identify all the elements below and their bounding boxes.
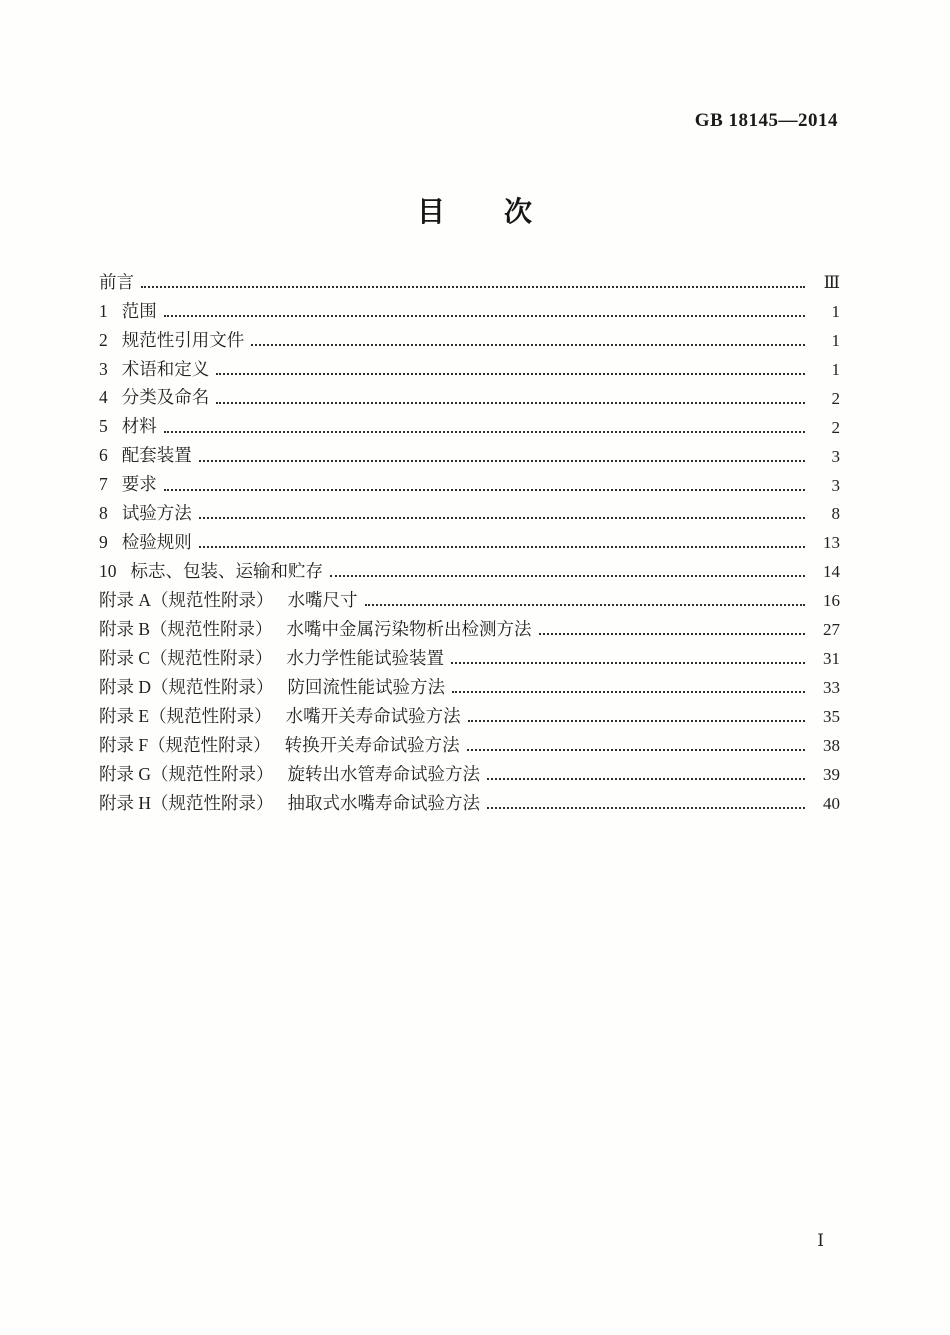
dot-leader <box>164 297 805 326</box>
dot-leader <box>468 702 805 731</box>
toc-entry-label: 旋转出水管寿命试验方法 <box>287 763 481 784</box>
toc-entry-number: 附录 B（规范性附录） <box>99 618 273 639</box>
toc-entry-label: 要求 <box>121 474 157 495</box>
toc-entry <box>99 384 840 413</box>
dot-leader <box>199 442 805 471</box>
toc-entry-label: 转换开关寿命试验方法 <box>284 734 460 755</box>
toc-entry-page: 3 <box>831 446 840 466</box>
toc-entry-number: 3 <box>99 358 108 379</box>
toc-entry <box>99 297 840 326</box>
toc-entry-number: 附录 C（规范性附录） <box>99 647 273 668</box>
toc-entry <box>99 731 840 760</box>
toc-entry-page: 8 <box>831 504 840 524</box>
toc-entry-page: 1 <box>831 330 840 350</box>
toc-entry <box>99 586 840 615</box>
dot-leader <box>451 644 805 673</box>
toc-entry-number: 附录 F（规范性附录） <box>99 734 271 755</box>
toc-entry-page: 14 <box>823 562 840 582</box>
toc-entry-page: 1 <box>831 301 840 321</box>
dot-leader <box>164 471 805 500</box>
toc-entry <box>99 702 840 731</box>
toc-entry-label: 水嘴中金属污染物析出检测方法 <box>286 618 532 639</box>
toc-entry-number: 附录 A（规范性附录） <box>99 590 274 611</box>
toc-entry-label: 防回流性能试验方法 <box>287 676 446 697</box>
toc-entry-number: 附录 E（规范性附录） <box>99 705 272 726</box>
dot-leader <box>199 528 805 557</box>
toc-entry <box>99 615 840 644</box>
toc-entry-label: 前言 <box>99 271 134 292</box>
toc-entry-label: 水嘴尺寸 <box>287 590 358 611</box>
toc-entry-label: 水力学性能试验装置 <box>286 647 445 668</box>
toc-entry-number: 附录 D（规范性附录） <box>99 676 274 697</box>
toc-entry-page: 40 <box>823 793 840 813</box>
toc-entry-page: 2 <box>831 388 840 408</box>
toc-entry <box>99 268 840 297</box>
page-title: 目 次 <box>416 197 533 228</box>
toc-entry-number: 1 <box>99 300 108 321</box>
toc-entry-label: 水嘴开关寿命试验方法 <box>285 705 461 726</box>
toc-entry <box>99 355 840 384</box>
toc-entry-page: 39 <box>823 764 840 784</box>
toc-entry <box>99 442 840 471</box>
toc-entry-page: 35 <box>823 707 840 727</box>
toc-entry <box>99 528 840 557</box>
toc-entry-label: 范围 <box>121 300 157 321</box>
dot-leader <box>365 586 805 615</box>
toc-entry <box>99 644 840 673</box>
toc-entry-number: 6 <box>99 445 108 466</box>
toc-entry-page: 2 <box>831 417 840 437</box>
toc-entry-page: 31 <box>823 649 840 669</box>
page-number: Ⅰ <box>817 1231 824 1250</box>
toc-entry-page: 3 <box>831 475 840 495</box>
dot-leader <box>539 615 805 644</box>
toc-entry-number: 7 <box>99 474 108 495</box>
toc-entry-label: 术语和定义 <box>121 358 210 379</box>
dot-leader <box>216 384 805 413</box>
toc-entry <box>99 471 840 500</box>
toc-entry <box>99 760 840 789</box>
toc-entry-label: 分类及命名 <box>121 387 210 408</box>
dot-leader <box>467 731 805 760</box>
dot-leader <box>251 326 805 355</box>
toc-entry-label: 规范性引用文件 <box>121 329 245 350</box>
toc-entry-label: 材料 <box>121 416 157 437</box>
toc-entry-number: 9 <box>99 532 108 553</box>
toc-entry-number: 附录 G（规范性附录） <box>99 763 274 784</box>
toc-entry-label: 抽取式水嘴寿命试验方法 <box>287 792 481 813</box>
toc-entry-page: 16 <box>823 591 840 611</box>
toc-entry-page: 1 <box>831 359 840 379</box>
toc-entry-page: 33 <box>823 678 840 698</box>
toc-entry <box>99 789 840 818</box>
toc-entry-label: 标志、包装、运输和贮存 <box>130 561 323 582</box>
toc-entry-page: 38 <box>823 735 840 755</box>
dot-leader <box>487 760 805 789</box>
toc-entry-label: 配套装置 <box>121 445 192 466</box>
toc-entry-number: 附录 H（规范性附录） <box>99 792 274 813</box>
toc-entry-page: 27 <box>823 620 840 640</box>
toc-entry <box>99 413 840 442</box>
dot-leader <box>199 500 805 529</box>
dot-leader <box>487 789 805 818</box>
toc-entry-page: 13 <box>823 533 840 553</box>
dot-leader <box>452 673 805 702</box>
toc-entry-label: 试验方法 <box>121 503 192 524</box>
toc-entry <box>99 557 840 586</box>
dot-leader <box>141 268 805 297</box>
toc-entry-number: 8 <box>99 503 108 524</box>
toc-entry-label: 检验规则 <box>121 532 192 553</box>
standard-number: GB 18145—2014 <box>694 110 838 131</box>
toc-entry-number: 4 <box>99 387 108 408</box>
toc-entry-number: 10 <box>99 561 117 582</box>
toc-entry <box>99 500 840 529</box>
table-of-contents <box>99 268 840 818</box>
dot-leader <box>216 355 805 384</box>
toc-entry-page: Ⅲ <box>823 272 840 292</box>
toc-entry-number: 5 <box>99 416 108 437</box>
toc-entry <box>99 326 840 355</box>
dot-leader <box>164 413 805 442</box>
toc-entry <box>99 673 840 702</box>
dot-leader <box>330 557 805 586</box>
toc-entry-number: 2 <box>99 329 108 350</box>
